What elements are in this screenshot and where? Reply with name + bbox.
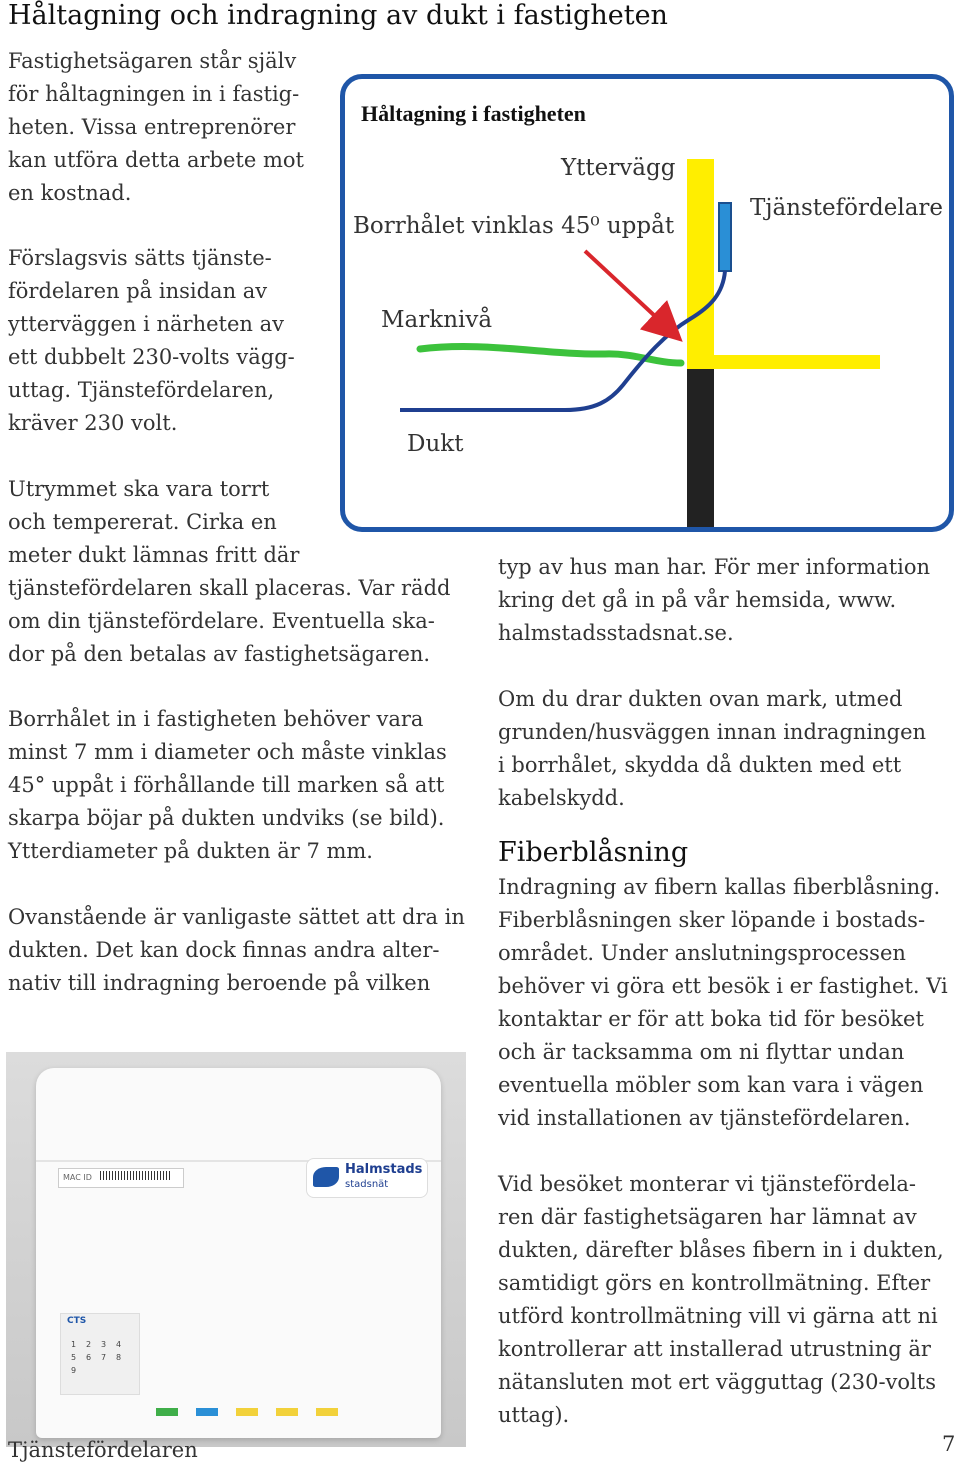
text-line: kan utföra detta arbete mot [8, 148, 304, 172]
text-line: i borrhålet, skydda då dukten med ett [498, 753, 902, 777]
text-line: dor på den betalas av fastighetsägaren. [8, 642, 431, 666]
page-title: Håltagning och indragning av dukt i fastigheten [8, 0, 668, 31]
installation-diagram [340, 74, 954, 532]
text-line: utförd kontrollmätning vill vi gärna att ni [498, 1304, 938, 1328]
keypad-digit: 9 [71, 1366, 77, 1375]
text-line: Utrymmet ska vara torrt [8, 477, 270, 501]
text-line: Ytterdiameter på dukten är 7 mm. [8, 839, 373, 863]
keypad-digit: 2 [86, 1340, 92, 1349]
text-line: Förslagsvis sätts tjänste- [8, 246, 272, 270]
text-line: och är tacksamma om ni flyttar undan [498, 1040, 905, 1064]
text-line: fördelaren på insidan av [8, 279, 268, 303]
wall-above-ground [687, 159, 714, 369]
text-line: nativ till indragning beroende på vilken [8, 971, 431, 995]
text-line: nätansluten mot ert vägguttag (230-volts [498, 1370, 936, 1394]
text-line: en kostnad. [8, 181, 132, 205]
fiber-heading: Fiberblåsning [498, 837, 689, 868]
text-line: minst 7 mm i diameter och måste vinklas [8, 740, 447, 764]
port-indicator [156, 1408, 178, 1416]
text-line: dukten. Det kan dock finnas andra alter- [8, 938, 440, 962]
text-line: grunden/husväggen innan indragningen [498, 720, 927, 744]
brand-bottom: stadsnät [345, 1179, 389, 1190]
intro-paragraph [8, 45, 304, 210]
page-number: 7 [942, 1432, 956, 1456]
placement-paragraph [8, 242, 295, 440]
text-line: kontrollerar att installerad utrustning är [498, 1337, 931, 1361]
right-continuation-paragraph [498, 551, 930, 650]
text-line: Borrhålet in i fastigheten behöver vara [8, 707, 424, 731]
device-body [36, 1068, 441, 1438]
angle-arrow [585, 251, 671, 331]
ground-label: Marknivå [381, 307, 493, 333]
port-indicator [276, 1408, 298, 1416]
text-line: kräver 230 volt. [8, 411, 178, 435]
text-line: kontaktar er för att boka tid för besöket [498, 1007, 924, 1031]
port-indicator [236, 1408, 258, 1416]
text-line: uttag). [498, 1403, 570, 1427]
brand-sticker [306, 1158, 428, 1198]
text-line: Fiberblåsningen sker löpande i bostads- [498, 908, 926, 932]
keypad-digit: 8 [116, 1353, 122, 1362]
text-line: kabelskydd. [498, 786, 625, 810]
text-line: för håltagningen in i fastig- [8, 82, 300, 106]
text-line: Vid besöket monterar vi tjänstefördela- [498, 1172, 916, 1196]
duct-line [400, 271, 725, 410]
text-line: Om du drar dukten ovan mark, utmed [498, 687, 903, 711]
cts-label: CTS [67, 1316, 87, 1326]
status-panel [60, 1313, 140, 1395]
text-line: vid installationen av tjänstefördelaren. [498, 1106, 911, 1130]
keypad-digit: 4 [116, 1340, 122, 1349]
distributor-label: Tjänstefördelare [750, 195, 944, 221]
duct-label: Dukt [407, 431, 464, 457]
method-paragraph [8, 901, 465, 1000]
floor-line [714, 355, 880, 369]
text-line: Ovanstående är vanligaste sättet att dra in [8, 905, 465, 929]
port-indicator [196, 1408, 218, 1416]
text-line: kring det gå in på vår hemsida, www. [498, 588, 897, 612]
text-line: meter dukt lämnas fritt där [8, 543, 300, 567]
keypad-digit: 6 [86, 1353, 92, 1362]
distributor-photo [6, 1052, 466, 1447]
port-row [156, 1408, 338, 1416]
text-line: Indragning av fibern kallas fiberblåsning. [498, 875, 941, 899]
wall-label: Yttervägg [561, 155, 676, 181]
brand-top: Halmstads [345, 1162, 423, 1177]
text-line: ett dubbelt 230-volts vägg- [8, 345, 295, 369]
keypad-digit: 1 [71, 1340, 77, 1349]
text-line: skarpa böjar på dukten undviks (se bild). [8, 806, 445, 830]
text-line: och tempererat. Cirka en [8, 510, 277, 534]
text-line: typ av hus man har. För mer information [498, 555, 931, 579]
barcode-icon [100, 1171, 170, 1180]
above-ground-paragraph [498, 683, 926, 815]
keypad-digit: 5 [71, 1353, 77, 1362]
port-indicator [316, 1408, 338, 1416]
text-line: dukten, därefter blåses fibern in i dukten, [498, 1238, 944, 1262]
wall-below-ground [687, 369, 714, 527]
photo-caption: Tjänstefördelaren [8, 1438, 198, 1462]
text-line: ren där fastighetsägaren har lämnat av [498, 1205, 917, 1229]
text-line: uttag. Tjänstefördelaren, [8, 378, 275, 402]
text-line: halmstadsstadsnat.se. [498, 621, 734, 645]
led-keypad [71, 1340, 131, 1375]
visit-paragraph [498, 1168, 944, 1432]
distributor-box [719, 203, 731, 271]
text-line: 45° uppåt i förhållande till marken så att [8, 773, 445, 797]
text-line: samtidigt görs en kontrollmätning. Efter [498, 1271, 931, 1295]
text-line: tjänstefördelaren skall placeras. Var rädd [8, 576, 451, 600]
text-line: om din tjänstefördelare. Eventuella ska- [8, 609, 435, 633]
brand-logo-icon [313, 1167, 339, 1187]
keypad-digit: 3 [101, 1340, 107, 1349]
text-line: eventuella möbler som kan vara i vägen [498, 1073, 924, 1097]
text-line: Fastighetsägaren står själv [8, 49, 297, 73]
drill-paragraph [8, 703, 447, 868]
mac-label: MAC ID [63, 1173, 92, 1182]
diagram-graphics [345, 79, 949, 527]
text-line: behöver vi göra ett besök i er fastighet. Vi [498, 974, 948, 998]
text-line: området. Under anslutningsprocessen [498, 941, 906, 965]
text-line: heten. Vissa entreprenörer [8, 115, 296, 139]
mac-sticker [58, 1168, 184, 1188]
diagram-title: Håltagning i fastigheten [361, 101, 586, 126]
keypad-digit: 7 [101, 1353, 107, 1362]
fiber-paragraph [498, 871, 948, 1135]
angle-label: Borrhålet vinklas 45⁰ uppåt [353, 213, 675, 239]
text-line: ytterväggen i närheten av [8, 312, 284, 336]
